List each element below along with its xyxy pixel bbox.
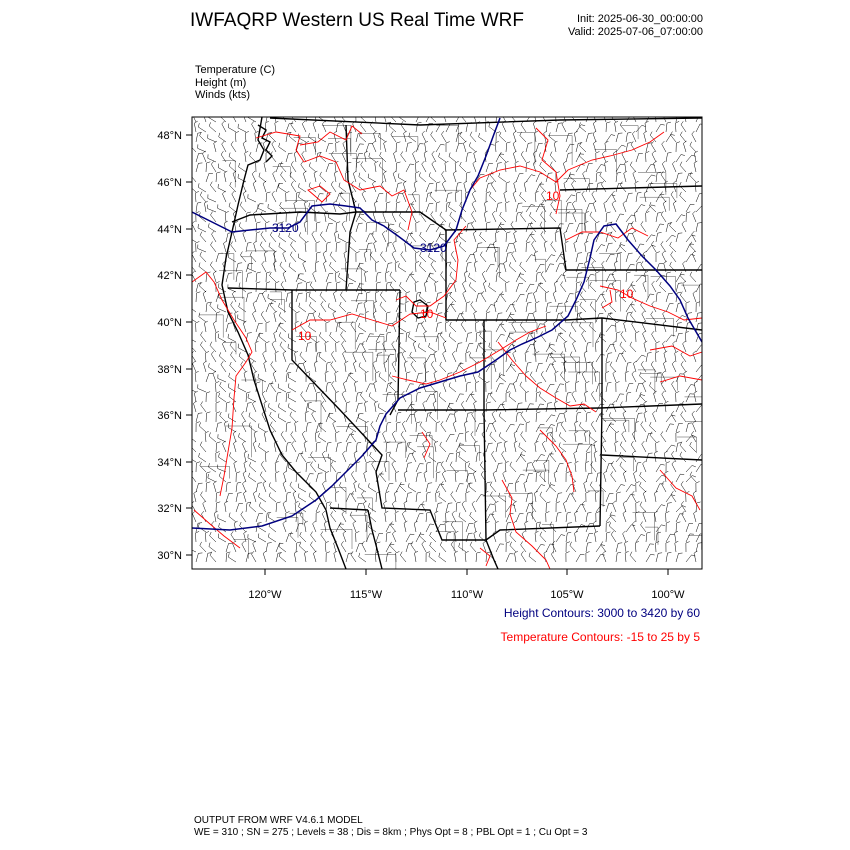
height-contour-legend: Height Contours: 3000 to 3420 by 60 xyxy=(503,606,700,620)
wind-barb-flag xyxy=(340,112,342,116)
height-label-east: 3120 xyxy=(420,241,447,255)
wind-barb-flag xyxy=(319,113,320,117)
latitude-labels xyxy=(157,130,182,562)
wind-barb-flag xyxy=(485,111,489,113)
wind-barb-flag xyxy=(556,111,560,113)
lat-label-44: 44°N xyxy=(157,224,182,236)
wind-barb-flag xyxy=(510,112,512,116)
wind-barb-flag xyxy=(274,111,277,113)
lat-label-38: 38°N xyxy=(157,364,182,376)
wind-barb-flag xyxy=(374,111,377,113)
wind-barb-flag xyxy=(502,111,505,114)
model-footer xyxy=(194,815,587,839)
lat-label-32: 32°N xyxy=(157,503,182,515)
wind-barb-flag xyxy=(384,111,387,114)
lat-label-46: 46°N xyxy=(157,177,182,189)
wind-barb-flag xyxy=(203,111,206,114)
wind-barb-flag xyxy=(662,111,665,114)
wind-barb-flag xyxy=(290,112,292,115)
lat-label-48: 48°N xyxy=(157,130,182,142)
wind-barb-flag xyxy=(651,114,655,115)
wind-barb-flag xyxy=(460,114,464,115)
height-label-west: 3120 xyxy=(272,221,299,235)
wind-barb-flag xyxy=(192,111,195,114)
lon-label-100: 100°W xyxy=(651,589,685,601)
wind-barb-flag xyxy=(593,111,596,114)
wind-barb-flag xyxy=(429,112,431,116)
wind-barb-flag xyxy=(632,111,635,114)
temperature-contour-legend: Temperature Contours: -15 to 25 by 5 xyxy=(500,630,700,644)
lat-label-42: 42°N xyxy=(157,270,182,282)
lon-label-115: 115°W xyxy=(349,589,383,601)
field-winds: Winds (kts) xyxy=(195,89,250,101)
wind-barb-flag xyxy=(610,112,612,116)
wind-barb-flag xyxy=(333,111,336,114)
footer-config-line: WE = 310 ; SN = 275 ; Levels = 38 ; Dis = 8km ; Phys Opt = 8 ; PBL Opt = 1 ; Cu Opt = 3 xyxy=(194,827,588,838)
wind-barb-flag xyxy=(534,111,537,113)
wind-barb-flag xyxy=(430,114,434,115)
wind-barb-flag xyxy=(390,112,392,116)
wind-barb-flag xyxy=(188,334,189,338)
wind-barb-flag xyxy=(571,111,573,114)
wind-barb-flag xyxy=(189,433,190,437)
longitude-labels xyxy=(248,589,685,601)
lon-label-110: 110°W xyxy=(450,589,484,601)
wind-barb-flag xyxy=(315,111,319,113)
wind-barb-flag xyxy=(188,233,189,237)
lon-label-120: 120°W xyxy=(248,589,282,601)
footer-model-line: OUTPUT FROM WRF V4.6.1 MODEL xyxy=(194,815,363,826)
wind-barb-flag xyxy=(359,112,361,116)
latitude-axis xyxy=(186,135,192,555)
wind-barb-flag xyxy=(190,142,192,146)
valid-time: Valid: 2025-07-06_07:00:00 xyxy=(568,26,703,38)
lat-label-40: 40°N xyxy=(157,317,182,329)
wind-barb-flag xyxy=(460,112,462,115)
wind-barb-flag xyxy=(531,115,535,116)
wind-barb-flag xyxy=(497,112,501,113)
temp-label-3: 10 xyxy=(298,329,312,343)
longitude-axis xyxy=(265,569,668,575)
wind-barb-flag xyxy=(399,113,400,117)
wind-barb-flag xyxy=(631,115,635,116)
wind-barb-flag xyxy=(473,111,476,114)
wind-barb-flag xyxy=(356,112,360,114)
wind-barb-flag xyxy=(603,111,606,114)
lon-label-105: 105°W xyxy=(550,589,584,601)
lat-label-34: 34°N xyxy=(157,457,182,469)
wind-barb-flag xyxy=(702,206,706,208)
lat-label-36: 36°N xyxy=(157,410,182,422)
wind-barb-flag xyxy=(220,112,222,116)
temp-label-4: 10 xyxy=(620,287,634,301)
wind-barb-flag xyxy=(188,313,189,317)
field-height: Height (m) xyxy=(195,76,247,89)
wind-barb-flag xyxy=(563,111,566,114)
wind-barb-flag xyxy=(443,111,446,114)
wind-barb-flag xyxy=(282,111,285,114)
wind-barb-flag xyxy=(189,182,191,186)
wind-barb-flag xyxy=(232,111,235,114)
wind-barb-flag xyxy=(541,111,544,114)
wind-barb-flag xyxy=(307,112,311,113)
temp-label-2: 10 xyxy=(420,307,434,321)
wind-barb-flag xyxy=(655,111,659,113)
wind-barb-flag xyxy=(677,112,681,113)
lat-label-30: 30°N xyxy=(157,550,182,562)
plot-title: IWFAQRP Western US Real Time WRF xyxy=(190,10,524,31)
init-time: Init: 2025-06-30_00:00:00 xyxy=(577,13,703,25)
wind-barb-flag xyxy=(190,442,192,446)
temp-label-1: 10 xyxy=(546,189,560,203)
wind-barb-flag xyxy=(268,113,272,114)
field-temperature: Temperature (C) xyxy=(195,64,276,76)
wind-barb-flag xyxy=(685,111,688,113)
wind-barb-flag xyxy=(189,303,190,307)
wind-barb-flag xyxy=(188,453,189,457)
wind-barb-flag xyxy=(243,111,246,114)
